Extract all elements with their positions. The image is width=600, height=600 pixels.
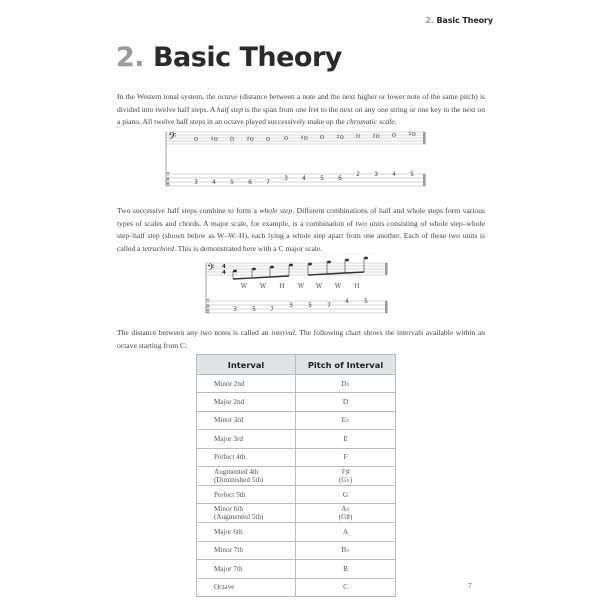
svg-text:3: 3 <box>289 302 293 309</box>
svg-text:B: B <box>206 309 210 315</box>
pitch-cell: F <box>296 448 396 466</box>
term-half-step: half step <box>216 104 243 114</box>
major-scale-notation <box>204 251 414 321</box>
interval-cell: Major 3rd <box>197 430 296 448</box>
step-labels <box>241 283 360 290</box>
table-row <box>197 375 396 393</box>
running-head <box>425 16 493 25</box>
text: . <box>394 117 397 126</box>
svg-text:5: 5 <box>308 302 312 309</box>
svg-text:W: W <box>297 283 305 290</box>
svg-text:4: 4 <box>345 298 349 305</box>
table-row <box>197 448 396 466</box>
svg-text:W: W <box>259 283 267 290</box>
pitch-cell: D♭ <box>296 375 396 393</box>
bass-clef-icon: 𝄢 <box>168 131 177 146</box>
pitch-cell: E <box>296 430 396 448</box>
interval-cell: Major 7th <box>197 560 296 578</box>
svg-text:4: 4 <box>212 179 216 186</box>
text: is the span from one fret to the next on any one string or one key to the next on a piano. All twelve half steps in an octave played successively make up the <box>117 104 485 126</box>
interval-cell: Minor 3rd <box>197 411 296 429</box>
svg-text:♯o: ♯o <box>246 135 254 143</box>
svg-text:o: o <box>391 131 397 139</box>
svg-text:o: o <box>283 134 289 142</box>
svg-text:o: o <box>265 135 271 143</box>
svg-text:♯o: ♯o <box>300 134 308 142</box>
pitch-primary: F♯ <box>341 467 350 476</box>
pitch-alternate: (G♭) <box>338 475 353 484</box>
pitch-cell <box>296 504 396 523</box>
interval-primary: Minor 6th <box>214 505 243 514</box>
svg-text:o: o <box>319 133 325 141</box>
header-interval: Interval <box>197 355 296 375</box>
svg-text:A: A <box>206 304 210 310</box>
text: . Different combinations of half and whole steps form various types of scales and chords. A major scale, for example, is a combination of two units consisting of whole step–whole step–half step (shown below as W–W–H), each lying a whole step apart from one another. Each of these two units is called a <box>117 206 485 253</box>
text: The distance between any two notes is called an <box>117 328 272 337</box>
text: In the Western tonal system, the <box>117 92 218 101</box>
svg-text:4: 4 <box>392 171 396 178</box>
svg-text:o: o <box>193 135 199 143</box>
svg-text:H: H <box>279 283 285 290</box>
chapter-title-text: Basic Theory <box>152 42 342 73</box>
table-row <box>197 393 396 411</box>
svg-text:T: T <box>166 172 170 178</box>
svg-text:T: T <box>206 299 210 305</box>
svg-text:♯o: ♯o <box>372 132 380 140</box>
table-row <box>197 485 396 503</box>
time-signature-bottom: 4 <box>222 270 226 276</box>
term-tetrachord: tetrachord <box>142 243 175 253</box>
table-row <box>197 541 396 559</box>
svg-text:o: o <box>229 135 235 143</box>
svg-text:5: 5 <box>364 298 368 305</box>
table-row <box>197 523 396 541</box>
term-octave: octave <box>217 92 238 101</box>
svg-text:W: W <box>315 283 323 290</box>
table-row <box>197 430 396 448</box>
svg-text:B: B <box>166 182 170 188</box>
text: . This is demonstrated here with a C major scale. <box>174 243 323 253</box>
term-whole-step: whole step <box>259 206 293 215</box>
term-interval: interval <box>271 328 295 337</box>
pitch-cell: A <box>296 523 396 541</box>
pitch-cell: D <box>296 393 396 411</box>
interval-primary: Augmented 4th <box>214 467 259 476</box>
svg-text:3: 3 <box>194 179 198 186</box>
table-row <box>197 466 396 485</box>
svg-text:5: 5 <box>230 179 234 186</box>
paragraph-interval <box>117 327 485 352</box>
time-signature-top: 4 <box>222 264 226 270</box>
text: Two successive half steps combine to form a <box>117 206 260 215</box>
pitch-cell: E♭ <box>296 411 396 429</box>
interval-cell: Perfect 4th <box>197 448 296 466</box>
svg-text:H: H <box>354 283 360 290</box>
interval-cell: Major 2nd <box>197 393 296 411</box>
chromatic-scale-notation <box>164 128 428 190</box>
pitch-alternate: (G♯) <box>338 513 353 522</box>
interval-cell: Minor 2nd <box>197 375 296 393</box>
svg-text:♯o: ♯o <box>408 130 416 138</box>
svg-text:o: o <box>355 132 361 140</box>
table-row <box>197 504 396 523</box>
svg-text:7: 7 <box>270 306 274 313</box>
svg-text:5: 5 <box>410 171 414 178</box>
svg-text:6: 6 <box>338 175 342 182</box>
running-head-title: Basic Theory <box>436 16 493 25</box>
svg-text:A: A <box>166 177 170 183</box>
interval-table <box>196 354 396 597</box>
svg-text:W: W <box>240 283 248 290</box>
pitch-cell: B♭ <box>296 541 396 559</box>
chapter-title <box>116 42 342 73</box>
header-pitch: Pitch of Interval <box>296 355 396 375</box>
major-tab-numbers <box>233 298 368 313</box>
table-header-row <box>197 355 396 375</box>
svg-text:3: 3 <box>284 175 288 182</box>
pitch-cell: G <box>296 485 396 503</box>
interval-alternate: (Diminished 5th) <box>214 475 264 484</box>
text: . The following chart shows the intervals available within an octave starting from C: <box>117 328 485 350</box>
interval-cell: Major 6th <box>197 523 296 541</box>
svg-text:♯o: ♯o <box>336 133 344 141</box>
interval-cell: Minor 7th <box>197 541 296 559</box>
svg-text:W: W <box>334 283 342 290</box>
pitch-cell: B <box>296 560 396 578</box>
svg-text:5: 5 <box>320 175 324 182</box>
interval-cell <box>197 466 296 485</box>
interval-alternate: (Augmented 5th) <box>214 513 264 522</box>
running-head-number: 2. <box>425 16 434 25</box>
table-row <box>197 411 396 429</box>
pitch-cell <box>296 466 396 485</box>
svg-text:3: 3 <box>233 306 237 313</box>
pitch-primary: A♭ <box>341 505 350 514</box>
svg-text:3: 3 <box>374 171 378 178</box>
bass-clef-icon: 𝄢 <box>207 262 215 276</box>
svg-text:6: 6 <box>248 179 252 186</box>
svg-text:4: 4 <box>302 175 306 182</box>
table-row <box>197 560 396 578</box>
chromatic-tab-numbers <box>194 171 414 186</box>
table-row <box>197 578 396 596</box>
pitch-cell: C <box>296 578 396 596</box>
page-number: 7 <box>468 581 472 590</box>
svg-text:7: 7 <box>327 302 331 309</box>
svg-text:2: 2 <box>356 171 360 178</box>
interval-cell: Perfect 5th <box>197 485 296 503</box>
svg-text:7: 7 <box>266 179 270 186</box>
term-chromatic-scale: chromatic scale <box>346 117 395 126</box>
svg-text:5: 5 <box>252 306 256 313</box>
text: (distance between a note and the next higher or lower note of the same pitch) is divided into twelve half steps. A <box>117 92 486 114</box>
paragraph-octave <box>117 91 485 129</box>
chapter-number: 2. <box>116 42 145 73</box>
svg-text:♯o: ♯o <box>210 135 218 143</box>
paragraph-whole-step <box>117 205 485 255</box>
interval-cell: Octave <box>197 578 296 596</box>
interval-cell <box>197 504 296 523</box>
